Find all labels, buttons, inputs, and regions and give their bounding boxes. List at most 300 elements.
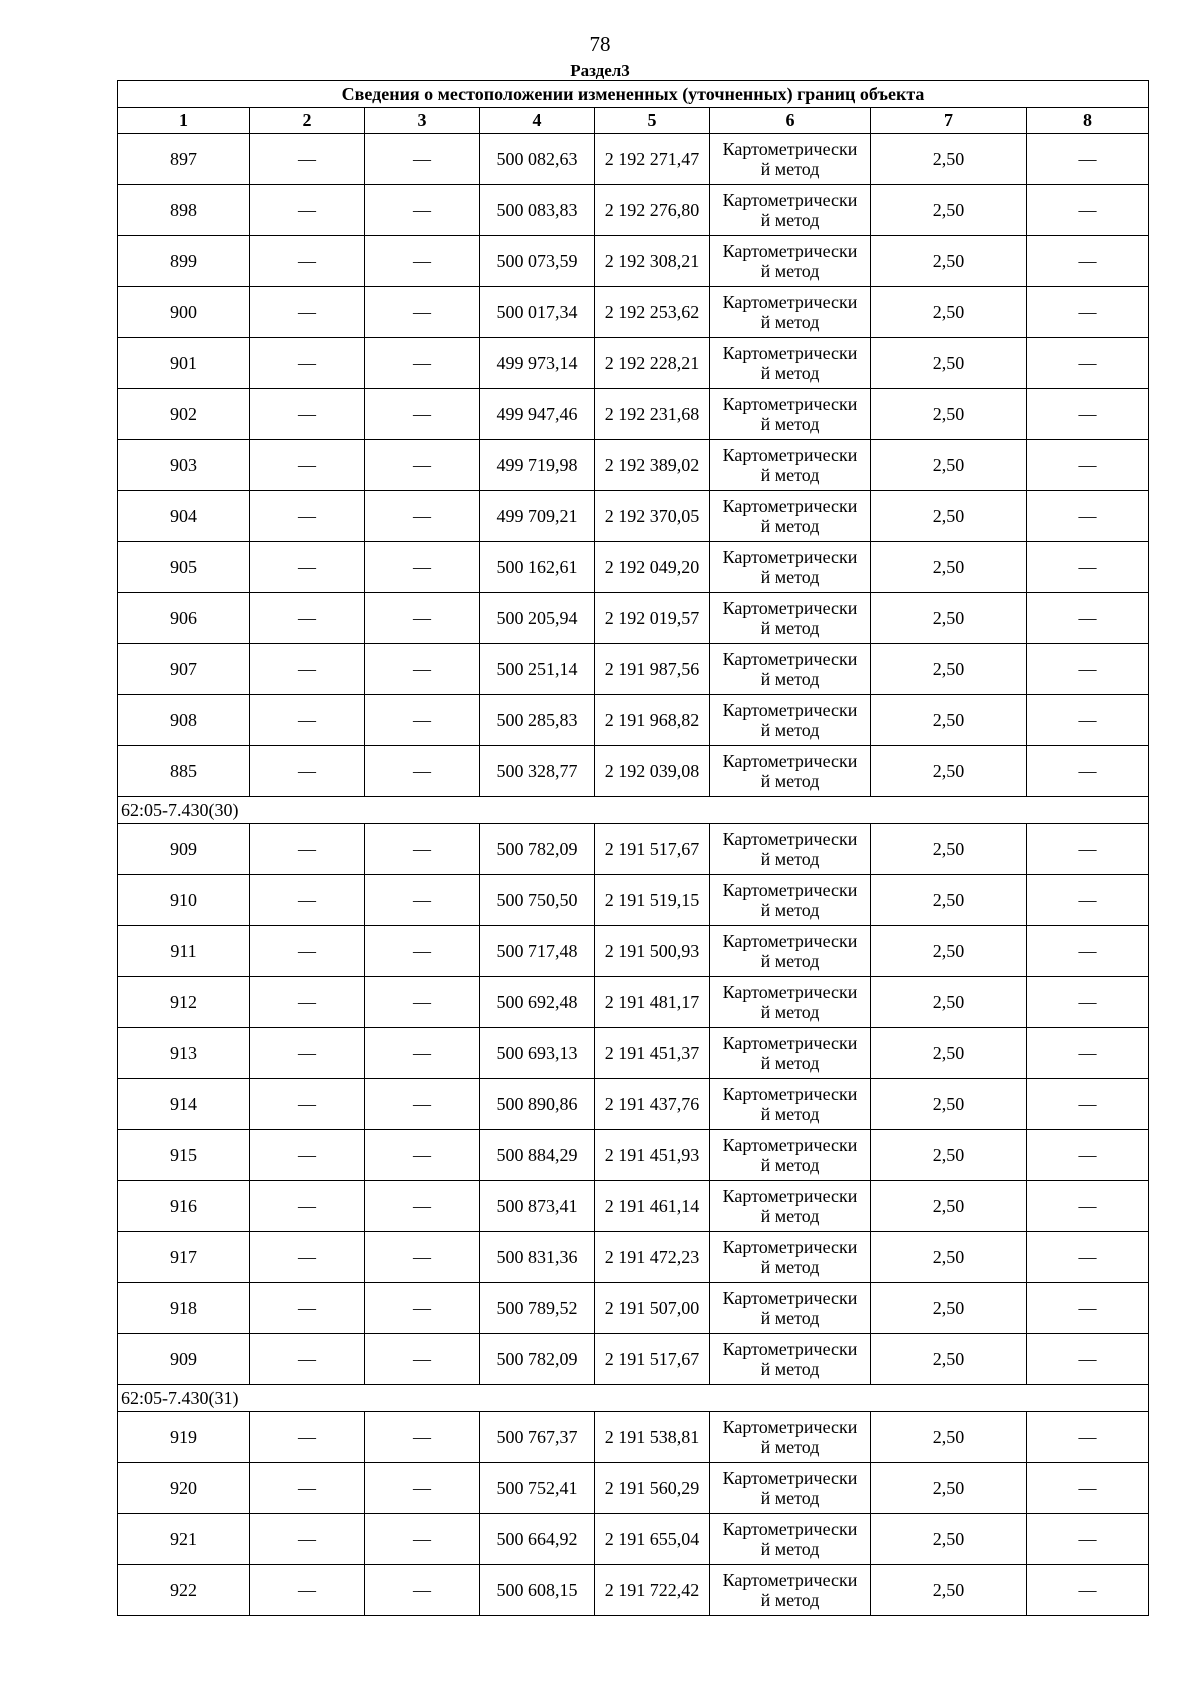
method-cell xyxy=(710,1232,871,1283)
method-cell xyxy=(710,1565,871,1616)
point-number-cell: 910 xyxy=(118,875,250,926)
method-text-line1: Картометрически xyxy=(722,1186,858,1206)
accuracy-cell: 2,50 xyxy=(871,1334,1027,1385)
table-row xyxy=(118,1514,1149,1565)
column-3-empty-cell: — xyxy=(365,1079,480,1130)
column-3-empty-cell: — xyxy=(365,287,480,338)
method-text-line1: Картометрически xyxy=(722,139,858,159)
accuracy-cell: 2,50 xyxy=(871,977,1027,1028)
method-text-line1: Картометрически xyxy=(722,880,858,900)
column-8-empty-cell: — xyxy=(1027,134,1149,185)
table-row xyxy=(118,1412,1149,1463)
method-text-line2: й метод xyxy=(760,771,820,791)
method-text-line2: й метод xyxy=(760,1359,820,1379)
column-3-empty-cell: — xyxy=(365,1565,480,1616)
column-2-empty-cell: — xyxy=(250,746,365,797)
column-3-empty-cell: — xyxy=(365,644,480,695)
table-row xyxy=(118,389,1149,440)
table-row xyxy=(118,746,1149,797)
method-cell xyxy=(710,1463,871,1514)
column-8-empty-cell: — xyxy=(1027,542,1149,593)
table-row xyxy=(118,236,1149,287)
column-8-empty-cell: — xyxy=(1027,491,1149,542)
accuracy-cell: 2,50 xyxy=(871,1232,1027,1283)
column-3-empty-cell: — xyxy=(365,491,480,542)
method-cell xyxy=(710,338,871,389)
point-number-cell: 921 xyxy=(118,1514,250,1565)
column-number-6: 6 xyxy=(710,108,871,134)
table-row xyxy=(118,1130,1149,1181)
method-cell xyxy=(710,824,871,875)
column-2-empty-cell: — xyxy=(250,1028,365,1079)
column-2-empty-cell: — xyxy=(250,338,365,389)
x-coordinate-cell: 500 767,37 xyxy=(480,1412,595,1463)
y-coordinate-cell: 2 191 655,04 xyxy=(595,1514,710,1565)
method-text-line1: Картометрически xyxy=(722,1288,858,1308)
accuracy-cell: 2,50 xyxy=(871,185,1027,236)
method-cell xyxy=(710,926,871,977)
x-coordinate-cell: 500 082,63 xyxy=(480,134,595,185)
y-coordinate-cell: 2 191 968,82 xyxy=(595,695,710,746)
y-coordinate-cell: 2 192 271,47 xyxy=(595,134,710,185)
column-8-empty-cell: — xyxy=(1027,1283,1149,1334)
table-row xyxy=(118,542,1149,593)
method-cell xyxy=(710,236,871,287)
method-text-line2: й метод xyxy=(760,363,820,383)
method-text-line1: Картометрически xyxy=(722,1519,858,1539)
x-coordinate-cell: 500 884,29 xyxy=(480,1130,595,1181)
method-text-line2: й метод xyxy=(760,720,820,740)
method-text-line2: й метод xyxy=(760,1437,820,1457)
table-row xyxy=(118,1232,1149,1283)
point-number-cell: 903 xyxy=(118,440,250,491)
point-number-cell: 900 xyxy=(118,287,250,338)
column-3-empty-cell: — xyxy=(365,389,480,440)
table-row xyxy=(118,134,1149,185)
y-coordinate-cell: 2 191 451,37 xyxy=(595,1028,710,1079)
method-cell xyxy=(710,1412,871,1463)
x-coordinate-cell: 500 750,50 xyxy=(480,875,595,926)
point-number-cell: 897 xyxy=(118,134,250,185)
x-coordinate-cell: 500 789,52 xyxy=(480,1283,595,1334)
column-2-empty-cell: — xyxy=(250,1463,365,1514)
column-8-empty-cell: — xyxy=(1027,593,1149,644)
y-coordinate-cell: 2 192 228,21 xyxy=(595,338,710,389)
method-cell xyxy=(710,1181,871,1232)
column-3-empty-cell: — xyxy=(365,134,480,185)
method-text-line1: Картометрически xyxy=(722,598,858,618)
table-row xyxy=(118,1463,1149,1514)
group-label: 62:05-7.430(30) xyxy=(118,797,1149,824)
table-row xyxy=(118,185,1149,236)
x-coordinate-cell: 500 083,83 xyxy=(480,185,595,236)
column-3-empty-cell: — xyxy=(365,875,480,926)
accuracy-cell: 2,50 xyxy=(871,593,1027,644)
column-2-empty-cell: — xyxy=(250,236,365,287)
column-8-empty-cell: — xyxy=(1027,1514,1149,1565)
column-2-empty-cell: — xyxy=(250,875,365,926)
accuracy-cell: 2,50 xyxy=(871,236,1027,287)
method-text-line2: й метод xyxy=(760,849,820,869)
point-number-cell: 905 xyxy=(118,542,250,593)
accuracy-cell: 2,50 xyxy=(871,440,1027,491)
method-cell xyxy=(710,389,871,440)
table-row xyxy=(118,593,1149,644)
accuracy-cell: 2,50 xyxy=(871,542,1027,593)
accuracy-cell: 2,50 xyxy=(871,746,1027,797)
table-row xyxy=(118,491,1149,542)
accuracy-cell: 2,50 xyxy=(871,389,1027,440)
x-coordinate-cell: 500 782,09 xyxy=(480,824,595,875)
method-cell xyxy=(710,977,871,1028)
column-8-empty-cell: — xyxy=(1027,875,1149,926)
column-2-empty-cell: — xyxy=(250,1283,365,1334)
column-2-empty-cell: — xyxy=(250,491,365,542)
y-coordinate-cell: 2 192 389,02 xyxy=(595,440,710,491)
point-number-cell: 909 xyxy=(118,824,250,875)
method-cell xyxy=(710,746,871,797)
method-text-line2: й метод xyxy=(760,312,820,332)
accuracy-cell: 2,50 xyxy=(871,1028,1027,1079)
method-text-line1: Картометрически xyxy=(722,1237,858,1257)
column-2-empty-cell: — xyxy=(250,1514,365,1565)
method-text-line2: й метод xyxy=(760,159,820,179)
table-row xyxy=(118,338,1149,389)
column-3-empty-cell: — xyxy=(365,746,480,797)
x-coordinate-cell: 500 017,34 xyxy=(480,287,595,338)
y-coordinate-cell: 2 192 276,80 xyxy=(595,185,710,236)
method-text-line2: й метод xyxy=(760,1539,820,1559)
method-text-line1: Картометрически xyxy=(722,982,858,1002)
x-coordinate-cell: 499 947,46 xyxy=(480,389,595,440)
accuracy-cell: 2,50 xyxy=(871,1181,1027,1232)
group-header-row xyxy=(118,797,1149,824)
accuracy-cell: 2,50 xyxy=(871,491,1027,542)
method-text-line1: Картометрически xyxy=(722,445,858,465)
method-text-line2: й метод xyxy=(760,1590,820,1610)
method-cell xyxy=(710,1079,871,1130)
y-coordinate-cell: 2 191 517,67 xyxy=(595,824,710,875)
x-coordinate-cell: 500 873,41 xyxy=(480,1181,595,1232)
point-number-cell: 898 xyxy=(118,185,250,236)
y-coordinate-cell: 2 192 253,62 xyxy=(595,287,710,338)
accuracy-cell: 2,50 xyxy=(871,875,1027,926)
method-cell xyxy=(710,491,871,542)
accuracy-cell: 2,50 xyxy=(871,1283,1027,1334)
point-number-cell: 912 xyxy=(118,977,250,1028)
table-row xyxy=(118,644,1149,695)
point-number-cell: 885 xyxy=(118,746,250,797)
table-row xyxy=(118,875,1149,926)
x-coordinate-cell: 500 162,61 xyxy=(480,542,595,593)
y-coordinate-cell: 2 191 481,17 xyxy=(595,977,710,1028)
point-number-cell: 915 xyxy=(118,1130,250,1181)
column-8-empty-cell: — xyxy=(1027,695,1149,746)
column-8-empty-cell: — xyxy=(1027,926,1149,977)
method-cell xyxy=(710,1283,871,1334)
method-text-line2: й метод xyxy=(760,567,820,587)
column-2-empty-cell: — xyxy=(250,695,365,746)
column-3-empty-cell: — xyxy=(365,236,480,287)
method-text-line2: й метод xyxy=(760,516,820,536)
y-coordinate-cell: 2 191 987,56 xyxy=(595,644,710,695)
column-3-empty-cell: — xyxy=(365,977,480,1028)
method-text-line1: Картометрически xyxy=(722,241,858,261)
method-text-line2: й метод xyxy=(760,1155,820,1175)
x-coordinate-cell: 500 692,48 xyxy=(480,977,595,1028)
column-number-2: 2 xyxy=(250,108,365,134)
y-coordinate-cell: 2 192 231,68 xyxy=(595,389,710,440)
column-2-empty-cell: — xyxy=(250,1130,365,1181)
method-text-line1: Картометрически xyxy=(722,829,858,849)
y-coordinate-cell: 2 192 019,57 xyxy=(595,593,710,644)
column-8-empty-cell: — xyxy=(1027,644,1149,695)
column-2-empty-cell: — xyxy=(250,977,365,1028)
column-3-empty-cell: — xyxy=(365,440,480,491)
method-text-line2: й метод xyxy=(760,1104,820,1124)
method-text-line2: й метод xyxy=(760,900,820,920)
method-cell xyxy=(710,440,871,491)
method-text-line1: Картометрически xyxy=(722,394,858,414)
page-number: 78 xyxy=(589,32,611,56)
point-number-cell: 907 xyxy=(118,644,250,695)
point-number-cell: 914 xyxy=(118,1079,250,1130)
column-2-empty-cell: — xyxy=(250,1565,365,1616)
x-coordinate-cell: 500 664,92 xyxy=(480,1514,595,1565)
column-2-empty-cell: — xyxy=(250,1181,365,1232)
method-text-line1: Картометрически xyxy=(722,931,858,951)
method-cell xyxy=(710,287,871,338)
column-number-5: 5 xyxy=(595,108,710,134)
accuracy-cell: 2,50 xyxy=(871,1079,1027,1130)
method-cell xyxy=(710,1130,871,1181)
y-coordinate-cell: 2 191 437,76 xyxy=(595,1079,710,1130)
point-number-cell: 911 xyxy=(118,926,250,977)
point-number-cell: 919 xyxy=(118,1412,250,1463)
column-8-empty-cell: — xyxy=(1027,1028,1149,1079)
method-text-line1: Картометрически xyxy=(722,547,858,567)
accuracy-cell: 2,50 xyxy=(871,824,1027,875)
y-coordinate-cell: 2 191 538,81 xyxy=(595,1412,710,1463)
column-2-empty-cell: — xyxy=(250,440,365,491)
group-header-row xyxy=(118,1385,1149,1412)
column-3-empty-cell: — xyxy=(365,338,480,389)
method-text-line1: Картометрически xyxy=(722,1033,858,1053)
x-coordinate-cell: 500 782,09 xyxy=(480,1334,595,1385)
y-coordinate-cell: 2 191 472,23 xyxy=(595,1232,710,1283)
column-3-empty-cell: — xyxy=(365,185,480,236)
method-text-line1: Картометрически xyxy=(722,292,858,312)
method-text-line1: Картометрически xyxy=(722,1339,858,1359)
column-8-empty-cell: — xyxy=(1027,338,1149,389)
table-row xyxy=(118,977,1149,1028)
method-text-line2: й метод xyxy=(760,1257,820,1277)
table-row xyxy=(118,440,1149,491)
column-2-empty-cell: — xyxy=(250,926,365,977)
boundary-coordinates-table xyxy=(117,80,1149,1616)
column-3-empty-cell: — xyxy=(365,1334,480,1385)
table-row xyxy=(118,1028,1149,1079)
column-number-7: 7 xyxy=(871,108,1027,134)
accuracy-cell: 2,50 xyxy=(871,1514,1027,1565)
point-number-cell: 901 xyxy=(118,338,250,389)
column-number-8: 8 xyxy=(1027,108,1149,134)
accuracy-cell: 2,50 xyxy=(871,1463,1027,1514)
method-text-line2: й метод xyxy=(760,465,820,485)
table-row xyxy=(118,926,1149,977)
column-2-empty-cell: — xyxy=(250,542,365,593)
method-text-line2: й метод xyxy=(760,261,820,281)
point-number-cell: 917 xyxy=(118,1232,250,1283)
accuracy-cell: 2,50 xyxy=(871,1412,1027,1463)
point-number-cell: 913 xyxy=(118,1028,250,1079)
column-3-empty-cell: — xyxy=(365,1514,480,1565)
column-3-empty-cell: — xyxy=(365,1130,480,1181)
x-coordinate-cell: 500 328,77 xyxy=(480,746,595,797)
column-3-empty-cell: — xyxy=(365,695,480,746)
accuracy-cell: 2,50 xyxy=(871,644,1027,695)
point-number-cell: 908 xyxy=(118,695,250,746)
method-text-line1: Картометрически xyxy=(722,649,858,669)
section-label: Раздел3 xyxy=(570,61,630,80)
method-text-line1: Картометрически xyxy=(722,1084,858,1104)
column-8-empty-cell: — xyxy=(1027,746,1149,797)
method-text-line2: й метод xyxy=(760,210,820,230)
x-coordinate-cell: 499 719,98 xyxy=(480,440,595,491)
column-3-empty-cell: — xyxy=(365,542,480,593)
column-3-empty-cell: — xyxy=(365,1028,480,1079)
method-text-line1: Картометрически xyxy=(722,190,858,210)
x-coordinate-cell: 500 752,41 xyxy=(480,1463,595,1514)
column-3-empty-cell: — xyxy=(365,1463,480,1514)
method-text-line2: й метод xyxy=(760,1053,820,1073)
method-text-line2: й метод xyxy=(760,669,820,689)
point-number-cell: 916 xyxy=(118,1181,250,1232)
x-coordinate-cell: 499 973,14 xyxy=(480,338,595,389)
column-2-empty-cell: — xyxy=(250,389,365,440)
column-2-empty-cell: — xyxy=(250,134,365,185)
y-coordinate-cell: 2 191 500,93 xyxy=(595,926,710,977)
column-number-4: 4 xyxy=(480,108,595,134)
method-text-line2: й метод xyxy=(760,618,820,638)
method-text-line1: Картометрически xyxy=(722,343,858,363)
column-2-empty-cell: — xyxy=(250,287,365,338)
table-row xyxy=(118,287,1149,338)
table-row xyxy=(118,695,1149,746)
method-cell xyxy=(710,185,871,236)
point-number-cell: 909 xyxy=(118,1334,250,1385)
column-2-empty-cell: — xyxy=(250,1412,365,1463)
column-number-3: 3 xyxy=(365,108,480,134)
column-2-empty-cell: — xyxy=(250,644,365,695)
method-cell xyxy=(710,542,871,593)
method-cell xyxy=(710,593,871,644)
point-number-cell: 906 xyxy=(118,593,250,644)
accuracy-cell: 2,50 xyxy=(871,134,1027,185)
column-3-empty-cell: — xyxy=(365,1283,480,1334)
method-text-line2: й метод xyxy=(760,1206,820,1226)
column-8-empty-cell: — xyxy=(1027,185,1149,236)
column-2-empty-cell: — xyxy=(250,185,365,236)
group-label: 62:05-7.430(31) xyxy=(118,1385,1149,1412)
method-cell xyxy=(710,875,871,926)
method-cell xyxy=(710,1028,871,1079)
column-8-empty-cell: — xyxy=(1027,1463,1149,1514)
column-2-empty-cell: — xyxy=(250,1334,365,1385)
point-number-cell: 920 xyxy=(118,1463,250,1514)
column-8-empty-cell: — xyxy=(1027,1412,1149,1463)
y-coordinate-cell: 2 191 461,14 xyxy=(595,1181,710,1232)
column-8-empty-cell: — xyxy=(1027,1079,1149,1130)
y-coordinate-cell: 2 192 039,08 xyxy=(595,746,710,797)
accuracy-cell: 2,50 xyxy=(871,287,1027,338)
column-2-empty-cell: — xyxy=(250,1232,365,1283)
y-coordinate-cell: 2 191 722,42 xyxy=(595,1565,710,1616)
x-coordinate-cell: 500 073,59 xyxy=(480,236,595,287)
method-cell xyxy=(710,1334,871,1385)
column-3-empty-cell: — xyxy=(365,593,480,644)
method-text-line1: Картометрически xyxy=(722,496,858,516)
point-number-cell: 904 xyxy=(118,491,250,542)
column-3-empty-cell: — xyxy=(365,1181,480,1232)
method-text-line1: Картометрически xyxy=(722,751,858,771)
x-coordinate-cell: 500 693,13 xyxy=(480,1028,595,1079)
method-text-line1: Картометрически xyxy=(722,1417,858,1437)
column-2-empty-cell: — xyxy=(250,593,365,644)
y-coordinate-cell: 2 191 519,15 xyxy=(595,875,710,926)
column-2-empty-cell: — xyxy=(250,824,365,875)
column-8-empty-cell: — xyxy=(1027,389,1149,440)
x-coordinate-cell: 500 205,94 xyxy=(480,593,595,644)
table-row xyxy=(118,1079,1149,1130)
column-2-empty-cell: — xyxy=(250,1079,365,1130)
column-8-empty-cell: — xyxy=(1027,1232,1149,1283)
x-coordinate-cell: 500 608,15 xyxy=(480,1565,595,1616)
column-8-empty-cell: — xyxy=(1027,1181,1149,1232)
accuracy-cell: 2,50 xyxy=(871,926,1027,977)
column-8-empty-cell: — xyxy=(1027,1334,1149,1385)
column-8-empty-cell: — xyxy=(1027,1565,1149,1616)
column-3-empty-cell: — xyxy=(365,1412,480,1463)
x-coordinate-cell: 500 251,14 xyxy=(480,644,595,695)
column-8-empty-cell: — xyxy=(1027,977,1149,1028)
table-row xyxy=(118,1565,1149,1616)
table-row xyxy=(118,1283,1149,1334)
column-3-empty-cell: — xyxy=(365,926,480,977)
x-coordinate-cell: 499 709,21 xyxy=(480,491,595,542)
method-cell xyxy=(710,644,871,695)
column-number-1: 1 xyxy=(118,108,250,134)
method-text-line1: Картометрически xyxy=(722,700,858,720)
y-coordinate-cell: 2 191 517,67 xyxy=(595,1334,710,1385)
point-number-cell: 918 xyxy=(118,1283,250,1334)
method-text-line1: Картометрически xyxy=(722,1135,858,1155)
column-8-empty-cell: — xyxy=(1027,824,1149,875)
method-text-line1: Картометрически xyxy=(722,1570,858,1590)
table-row xyxy=(118,824,1149,875)
column-8-empty-cell: — xyxy=(1027,440,1149,491)
point-number-cell: 899 xyxy=(118,236,250,287)
y-coordinate-cell: 2 192 308,21 xyxy=(595,236,710,287)
accuracy-cell: 2,50 xyxy=(871,1565,1027,1616)
column-8-empty-cell: — xyxy=(1027,1130,1149,1181)
column-8-empty-cell: — xyxy=(1027,236,1149,287)
accuracy-cell: 2,50 xyxy=(871,695,1027,746)
x-coordinate-cell: 500 717,48 xyxy=(480,926,595,977)
x-coordinate-cell: 500 890,86 xyxy=(480,1079,595,1130)
column-8-empty-cell: — xyxy=(1027,287,1149,338)
method-text-line2: й метод xyxy=(760,1308,820,1328)
